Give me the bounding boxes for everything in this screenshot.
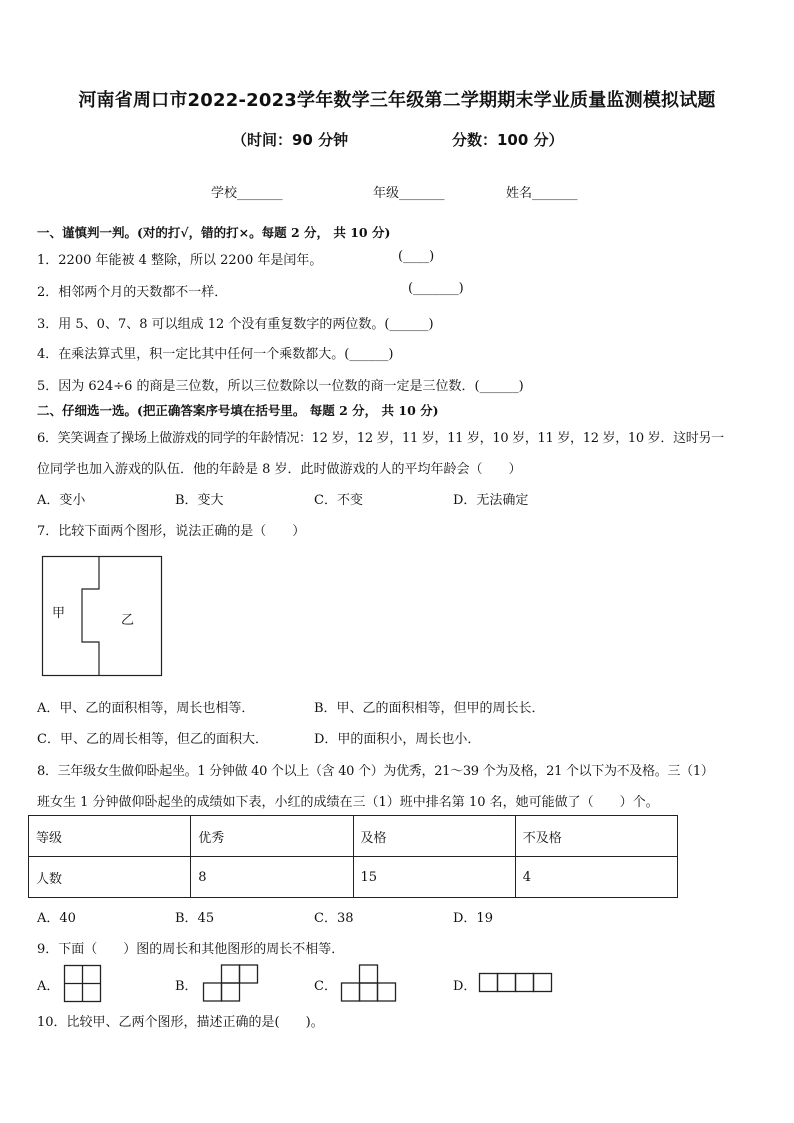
question-7: 7．比较下面两个图形，说法正确的是（ ） [37,524,306,539]
grade-field: 年级_______ [373,186,445,201]
q6-option-c: C．不变 [314,493,363,508]
table-row [29,857,678,898]
table-cell: 不及格 [515,816,677,857]
q7-label-yi: 乙 [121,613,135,628]
q6-option-b: B．变大 [175,493,224,508]
q8-option-b: B．45 [175,911,215,926]
grade-table [28,815,678,898]
q9-option-c-label: C． [314,979,337,994]
table-cell: 及格 [353,816,515,857]
q9-figure-b [203,964,259,1002]
q6-option-d: D．无法确定 [453,493,529,508]
q9-figure-a [64,965,102,1003]
question-8-line2: 班女生 1 分钟做仰卧起坐的成绩如下表，小红的成绩在三（1）班中排名第 10 名，她可能做了（ ）个。 [37,795,659,810]
q7-option-a: A．甲、乙的面积相等，周长也相等． [37,701,255,716]
question-9: 9．下面（ ）图的周长和其他图形的周长不相等． [37,942,345,957]
table-cell: 15 [353,857,515,898]
question-8-line1: 8．三年级女生做仰卧起坐。1 分钟做 40 个以上（含 40 个）为优秀，21～39 个为及格，21 个以下为不及格。三（1） [37,764,714,779]
question-1-blank: (____) [398,249,435,264]
question-2-blank: (_______) [408,281,464,296]
q9-option-a-label: A． [37,979,60,994]
q7-option-c: C．甲、乙的周长相等，但乙的面积大． [37,732,268,747]
q7-divider-line [82,557,99,676]
q8-option-d: D．19 [453,911,493,926]
name-field: 姓名_______ [506,186,578,201]
table-cell: 等级 [29,816,191,857]
section1-heading: 一、谨慎判一判。(对的打√，错的打×。每题 2 分， 共 10 分) [37,225,391,240]
question-6-line1: 6．笑笑调查了操场上做游戏的同学的年龄情况：12 岁，12 岁，11 岁，11 岁，10 岁，11 岁，12 岁，10 岁．这时另一 [37,431,724,446]
q6-option-a: A．变小 [37,493,86,508]
q7-option-d: D．甲的面积小，周长也小． [314,732,481,747]
q8-option-a: A．40 [37,911,76,926]
school-field: 学校_______ [211,186,283,201]
q8-option-c: C．38 [314,911,354,926]
q9-option-b-label: B． [175,979,198,994]
exam-time: （时间：90 分钟 [232,131,349,149]
question-10: 10．比较甲、乙两个图形，描述正确的是( )。 [37,1015,324,1030]
question-2: 2．相邻两个月的天数都不一样． [37,285,228,300]
q7-option-b: B．甲、乙的面积相等，但甲的周长长． [314,701,545,716]
question-5: 5．因为 624÷6 的商是三位数，所以三位数除以一位数的商一定是三位数．(______) [37,379,524,394]
question-1: 1．2200 年能被 4 整除，所以 2200 年是闰年。 [37,253,323,268]
q9-option-d-label: D． [453,979,477,994]
table-cell: 8 [191,857,353,898]
table-cell: 优秀 [191,816,353,857]
section2-heading: 二、仔细选一选。(把正确答案序号填在括号里。 每题 2 分， 共 10 分) [37,403,439,418]
q9-figure-d [479,973,554,995]
q7-label-jia: 甲 [52,606,66,621]
table-row [29,816,678,857]
page-title: 河南省周口市2022-2023学年数学三年级第二学期期末学业质量监测模拟试题 [78,90,716,111]
question-6-line2: 位同学也加入游戏的队伍．他的年龄是 8 岁．此时做游戏的人的平均年龄会（ ） [37,462,522,477]
q9-figure-c [341,964,397,1002]
question-4: 4．在乘法算式里，积一定比其中任何一个乘数都大。(______) [37,347,394,362]
table-cell: 人数 [29,857,191,898]
exam-score: 分数：100 分） [452,131,564,149]
question-3: 3．用 5、0、7、8 可以组成 12 个没有重复数字的两位数。(______) [37,317,434,332]
table-cell: 4 [515,857,677,898]
